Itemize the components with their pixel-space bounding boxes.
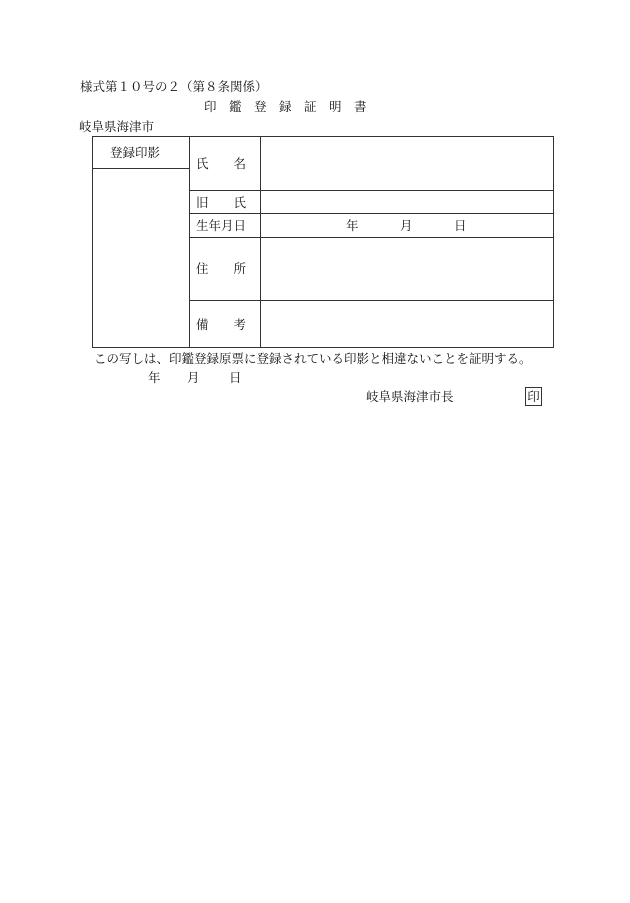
form-number: 様式第１０号の２（第８条関係） bbox=[80, 79, 268, 94]
stamp-header: 登録印影 bbox=[110, 145, 161, 160]
label-value-divider bbox=[260, 136, 261, 348]
remarks-label: 備 考 bbox=[196, 317, 247, 332]
row-divider-old-surname bbox=[189, 213, 554, 214]
mayor-signature-line: 岐阜県海津市長 bbox=[366, 389, 454, 404]
birthdate-year: 年 bbox=[346, 218, 359, 233]
seal-mark: 印 bbox=[525, 387, 542, 406]
stamp-column-divider bbox=[189, 136, 190, 348]
issuer-municipality: 岐阜県海津市 bbox=[79, 119, 155, 134]
row-divider-address bbox=[189, 300, 554, 301]
certificate-table bbox=[92, 136, 554, 348]
issue-date-month: 月 bbox=[187, 370, 200, 385]
row-divider-birthdate bbox=[189, 237, 554, 238]
birthdate-day: 日 bbox=[454, 218, 467, 233]
address-label: 住 所 bbox=[196, 261, 247, 276]
certification-statement: この写しは、印鑑登録原票に登録されている印影と相違ないことを証明する。 bbox=[94, 351, 532, 366]
table-border-bottom bbox=[92, 347, 554, 348]
table-border-top bbox=[92, 136, 554, 137]
birthdate-label: 生年月日 bbox=[196, 218, 247, 233]
issue-date-year: 年 bbox=[148, 370, 161, 385]
name-label: 氏 名 bbox=[196, 156, 247, 171]
stamp-header-divider bbox=[92, 168, 189, 169]
old-surname-label: 旧 氏 bbox=[196, 195, 247, 210]
row-divider-name bbox=[189, 190, 554, 191]
issue-date-day: 日 bbox=[229, 370, 242, 385]
document-title: 印 鑑 登 録 証 明 書 bbox=[204, 99, 367, 114]
table-border-right bbox=[553, 136, 554, 348]
birthdate-month: 月 bbox=[400, 218, 413, 233]
